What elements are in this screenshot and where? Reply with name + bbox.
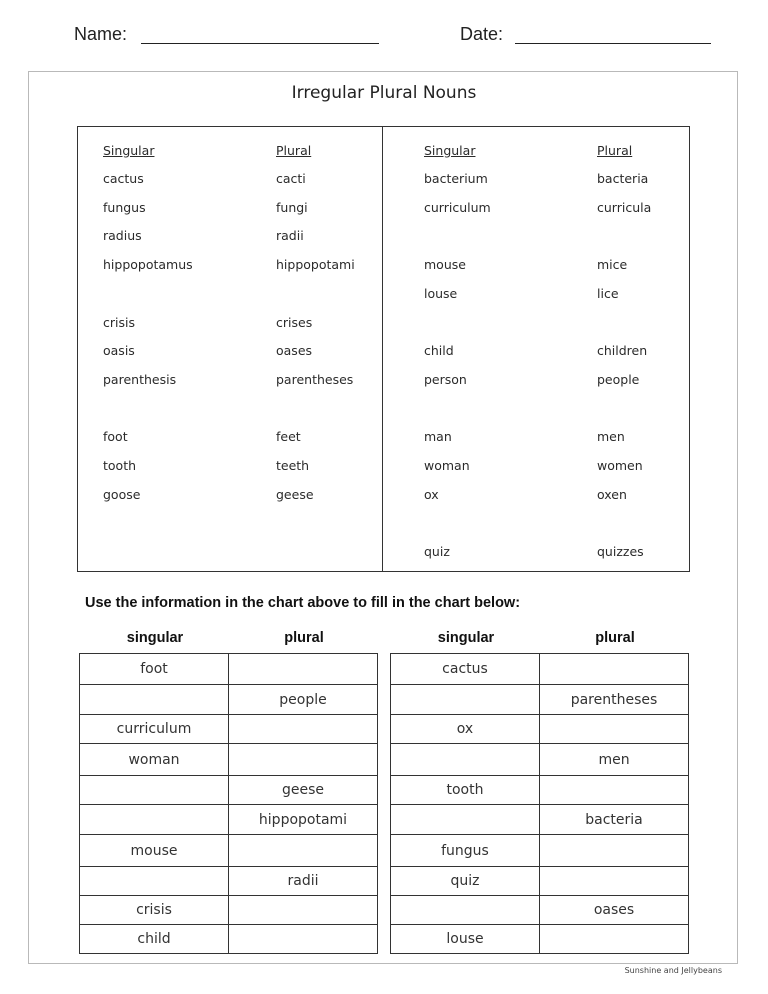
- singular-cell: curriculum: [80, 715, 229, 744]
- ref-right-singular-header: Singular: [424, 143, 476, 158]
- singular-cell[interactable]: [391, 744, 540, 776]
- right-singular-header: singular: [437, 630, 495, 646]
- left-singular-header: singular: [126, 630, 184, 646]
- ref-left-plural-word: crises: [276, 315, 313, 330]
- singular-cell[interactable]: [80, 776, 229, 805]
- ref-left-plural-word: cacti: [276, 171, 306, 186]
- singular-cell[interactable]: [391, 805, 540, 835]
- singular-cell: louse: [391, 925, 540, 954]
- ref-right-plural-word: lice: [597, 286, 619, 301]
- ref-right-plural-word: men: [597, 429, 625, 444]
- footer-credit: Sunshine and Jellybeans: [624, 966, 722, 975]
- plural-cell[interactable]: [229, 654, 378, 685]
- plural-cell: hippopotami: [229, 805, 378, 835]
- left-plural-header: plural: [284, 630, 324, 646]
- ref-left-plural-word: geese: [276, 487, 314, 502]
- ref-right-singular-word: bacterium: [424, 171, 488, 186]
- practice-table-left: [79, 653, 378, 954]
- ref-left-singular-word: fungus: [103, 200, 146, 215]
- singular-cell: mouse: [80, 835, 229, 867]
- table-row: [80, 835, 378, 867]
- plural-cell: bacteria: [540, 805, 689, 835]
- singular-cell[interactable]: [391, 685, 540, 715]
- singular-cell[interactable]: [80, 867, 229, 896]
- ref-left-plural-header: Plural: [276, 143, 312, 158]
- plural-cell[interactable]: [540, 835, 689, 867]
- ref-left-plural-word: hippopotami: [276, 257, 355, 272]
- ref-right-singular-word: woman: [424, 458, 470, 473]
- name-line[interactable]: [141, 43, 379, 44]
- singular-cell: tooth: [391, 776, 540, 805]
- ref-right-plural-word: oxen: [597, 487, 627, 502]
- reference-chart-divider: [382, 126, 383, 572]
- ref-left-singular-word: cactus: [103, 171, 144, 186]
- plural-cell[interactable]: [229, 896, 378, 925]
- table-row: [391, 867, 689, 896]
- ref-right-plural-word: mice: [597, 257, 628, 272]
- plural-cell: parentheses: [540, 685, 689, 715]
- singular-cell: crisis: [80, 896, 229, 925]
- ref-right-plural-word: women: [597, 458, 643, 473]
- ref-left-singular-word: parenthesis: [103, 372, 177, 387]
- ref-right-singular-word: man: [424, 429, 452, 444]
- table-row: [80, 896, 378, 925]
- plural-cell[interactable]: [540, 867, 689, 896]
- table-row: [80, 654, 378, 685]
- table-row: [80, 925, 378, 954]
- table-row: [391, 744, 689, 776]
- singular-cell: cactus: [391, 654, 540, 685]
- ref-right-plural-word: people: [597, 372, 640, 387]
- instruction-text: Use the information in the chart above to fill in the chart below:: [85, 595, 521, 611]
- plural-cell[interactable]: [229, 925, 378, 954]
- ref-right-plural-word: children: [597, 343, 648, 358]
- plural-cell[interactable]: [229, 744, 378, 776]
- ref-left-plural-word: teeth: [276, 458, 310, 473]
- singular-cell[interactable]: [80, 685, 229, 715]
- table-row: [80, 867, 378, 896]
- ref-right-singular-word: person: [424, 372, 467, 387]
- table-row: [391, 685, 689, 715]
- table-row: [80, 715, 378, 744]
- plural-cell[interactable]: [229, 835, 378, 867]
- ref-left-plural-word: fungi: [276, 200, 308, 215]
- singular-cell: fungus: [391, 835, 540, 867]
- singular-cell: child: [80, 925, 229, 954]
- ref-left-plural-word: parentheses: [276, 372, 354, 387]
- right-plural-header: plural: [595, 630, 635, 646]
- table-row: [391, 654, 689, 685]
- ref-right-plural-word: curricula: [597, 200, 652, 215]
- plural-cell: radii: [229, 867, 378, 896]
- practice-table-right: [390, 653, 689, 954]
- ref-right-plural-word: quizzes: [597, 544, 644, 559]
- ref-right-singular-word: ox: [424, 487, 439, 502]
- ref-left-plural-word: oases: [276, 343, 313, 358]
- ref-left-singular-word: crisis: [103, 315, 135, 330]
- table-row: [391, 776, 689, 805]
- ref-right-singular-word: mouse: [424, 257, 466, 272]
- ref-right-singular-word: child: [424, 343, 454, 358]
- table-row: [391, 925, 689, 954]
- table-row: [80, 805, 378, 835]
- ref-left-singular-word: foot: [103, 429, 128, 444]
- table-row: [391, 896, 689, 925]
- ref-right-plural-header: Plural: [597, 143, 633, 158]
- ref-right-plural-word: bacteria: [597, 171, 649, 186]
- plural-cell[interactable]: [540, 776, 689, 805]
- singular-cell[interactable]: [80, 805, 229, 835]
- table-row: [391, 805, 689, 835]
- ref-left-singular-word: tooth: [103, 458, 137, 473]
- ref-left-singular-word: radius: [103, 228, 142, 243]
- plural-cell: men: [540, 744, 689, 776]
- ref-right-singular-word: quiz: [424, 544, 450, 559]
- table-row: [80, 685, 378, 715]
- ref-left-singular-word: goose: [103, 487, 141, 502]
- ref-left-singular-word: oasis: [103, 343, 135, 358]
- ref-right-singular-word: louse: [424, 286, 458, 301]
- ref-left-singular-header: Singular: [103, 143, 155, 158]
- singular-cell: woman: [80, 744, 229, 776]
- plural-cell[interactable]: [540, 654, 689, 685]
- date-line[interactable]: [515, 43, 711, 44]
- table-row: [391, 715, 689, 744]
- singular-cell: quiz: [391, 867, 540, 896]
- date-label: Date:: [460, 24, 504, 44]
- singular-cell: ox: [391, 715, 540, 744]
- ref-left-plural-word: feet: [276, 429, 301, 444]
- plural-cell: oases: [540, 896, 689, 925]
- ref-left-plural-word: radii: [276, 228, 304, 243]
- ref-right-singular-word: curriculum: [424, 200, 491, 215]
- plural-cell: people: [229, 685, 378, 715]
- plural-cell[interactable]: [540, 925, 689, 954]
- plural-cell[interactable]: [540, 715, 689, 744]
- worksheet-title: Irregular Plural Nouns: [291, 83, 477, 103]
- table-row: [80, 744, 378, 776]
- ref-left-singular-word: hippopotamus: [103, 257, 193, 272]
- name-label: Name:: [74, 24, 128, 44]
- singular-cell[interactable]: [391, 896, 540, 925]
- table-row: [391, 835, 689, 867]
- plural-cell: geese: [229, 776, 378, 805]
- table-row: [80, 776, 378, 805]
- singular-cell: foot: [80, 654, 229, 685]
- plural-cell[interactable]: [229, 715, 378, 744]
